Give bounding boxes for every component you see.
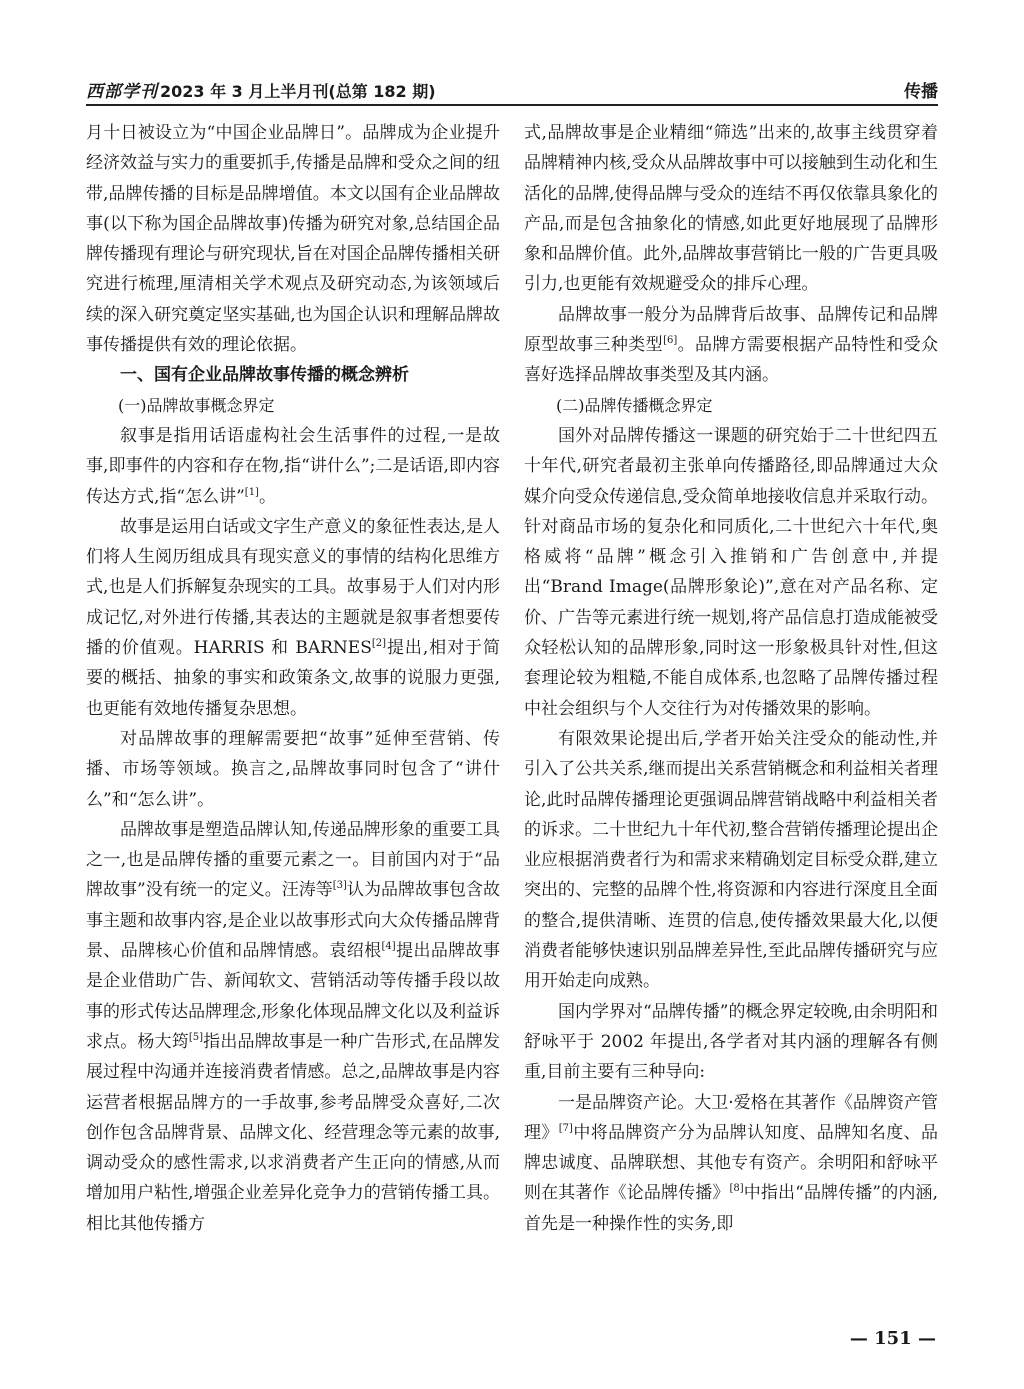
left-column <box>86 118 500 1239</box>
subsection-heading: (二)品牌传播概念界定 <box>556 395 713 415</box>
paragraph: 式,品牌故事是企业精细“筛选”出来的,故事主线贯穿着品牌精神内核,受众从品牌故事中可以接触到生动化和生活化的品牌,使得品牌与受众的连结不再仅依靠具象化的产品,而是包含抽象化的情感,如此更好地展现了品牌形象和品牌价值。此外,品牌故事营销比一般的广告更具吸引力,也更能有效规避受众的排斥心理。 <box>524 123 938 295</box>
page-number: — 151 — <box>849 1328 936 1349</box>
citation: [5] <box>188 1031 204 1043</box>
paragraph-text: 认为品牌故事包含故事主题和故事内容,是企业以故事形式向大众传播品牌背景、品牌核心价值和品牌情感。袁绍根 <box>86 880 500 962</box>
paragraph-text: 中将品牌资产分为品牌认知度、品牌知名度、品牌忠诚度、品牌联想、其他专有资产。余明阳和舒咏平则在其著作《论品牌传播》 <box>524 1122 939 1204</box>
citation: [7] <box>558 1122 573 1134</box>
paragraph: 有限效果论提出后,学者开始关注受众的能动性,并引入了公共关系,继而提出关系营销概念和利益相关者理论,此时品牌传播理论更强调品牌营销战略中利益相关者的诉求。二十世纪九十年代初,整合营销传播理论提出企业应根据消费者行为和需求来精确划定目标受众群,建立突出的、完整的品牌个性,将资源和内容进行深度且全面的整合,提供清晰、连贯的信息,使传播效果最大化,以便消费者能够快速识别品牌差异性,至此品牌传播研究与应用开始走向成熟。 <box>524 728 938 992</box>
paragraph-text: 一是品牌资产论。大卫·爱格在其著作《品牌资产管理》 <box>524 1092 938 1143</box>
paragraph <box>86 421 500 512</box>
paragraph-text: 。品牌方需要根据产品特性和受众喜好选择品牌故事类型及其内涵。 <box>524 335 939 386</box>
paragraph-text: 中指出“品牌传播”的内涵,首先是一种操作性的实务,即 <box>524 1183 939 1234</box>
header-left <box>86 77 436 102</box>
paragraph <box>524 1088 938 1239</box>
page-header <box>86 72 938 102</box>
paragraph-text: 叙事是指用话语虚构社会生活事件的过程,一是故事,即事件的内容和存在物,指“讲什么”;二是话语,即内容传达方式,指“怎么讲” <box>86 425 500 507</box>
paragraph-text: 故事是运用白话或文字生产意义的象征性表达,是人们将人生阅历组成具有现实意义的事情的结构化思维方式,也是人们拆解复杂现实的工具。故事易于人们对内形成记忆,对外进行传播,其表达的主题就是叙事者想要传播的价值观。HARRIS 和 BARNES <box>86 516 500 659</box>
right-column <box>524 118 938 1239</box>
paragraph-text: 提出,相对于简要的概括、抽象的事实和政策条文,故事的说服力更强,也更能有效地传播复杂思想。 <box>86 638 501 719</box>
citation: [3] <box>332 880 347 892</box>
citation: [8] <box>729 1183 744 1195</box>
paragraph: 国外对品牌传播这一课题的研究始于二十世纪四五十年代,研究者最初主张单向传播路径,即品牌通过大众媒介向受众传递信息,受众简单地接收信息并采取行动。针对商品市场的复杂化和同质化,二十世纪六十年代,奥格威将“品牌”概念引入推销和广告创意中,并提出“Brand Image(品牌形象论)”,意在对产品名称、定价、广告等元素进行统一规划,将产品信息打造成能被受众轻松认知的品牌形象,同时这一形象极具针对性,但这套理论较为粗糙,不能自成体系,也忽略了品牌传播过程中社会组织与个人交往行为对传播效果的影响。 <box>524 425 938 719</box>
journal-name: 西部学刊 <box>86 82 158 102</box>
issue-info: 2023 年 3 月上半月刊(总第 182 期) <box>160 82 436 101</box>
paragraph-text: 提出品牌故事是企业借助广告、新闻软文、营销活动等传播手段以故事的形式传达品牌理念,形象化体现品牌文化以及利益诉求点。杨大筠 <box>86 941 501 1052</box>
citation: [6] <box>663 335 678 347</box>
paragraph-text: 。 <box>258 486 276 507</box>
section-heading: 一、国有企业品牌故事传播的概念辨析 <box>120 365 409 386</box>
section-name: 传播 <box>904 82 938 102</box>
paragraph-text: 品牌故事一般分为品牌背后故事、品牌传记和品牌原型故事三种类型 <box>524 304 938 356</box>
citation: [4] <box>381 941 396 953</box>
paragraph: 月十日被设立为“中国企业品牌日”。品牌成为企业提升经济效益与实力的重要抓手,传播是品牌和受众之间的纽带,品牌传播的目标是品牌增值。本文以国有企业品牌故事(以下称为国企品牌故事)传播为研究对象,总结国企品牌传播现有理论与研究现状,旨在对国企品牌传播相关研究进行梳理,厘清相关学术观点及研究动态,为该领域后续的深入研究奠定坚实基础,也为国企认识和理解品牌故事传播提供有效的理论依据。 <box>86 123 500 356</box>
citation: [2] <box>371 638 387 650</box>
paragraph <box>86 512 500 724</box>
paragraph-text: 品牌故事是塑造品牌认知,传递品牌形象的重要工具之一,也是品牌传播的重要元素之一。目前国内对于“品牌故事”没有统一的定义。汪涛等 <box>86 819 500 901</box>
paragraph-text: 指出品牌故事是一种广告形式,在品牌发展过程中沟通并连接消费者情感。总之,品牌故事是内容运营者根据品牌方的一手故事,参考品牌受众喜好,二次创作包含品牌背景、品牌文化、经营理念等元素的故事,调动受众的感性需求,以求消费者产生正向的情感,从而增加用户粘性,增强企业差异化竞争力的营销传播工具。相比其他传播方 <box>86 1031 501 1234</box>
paragraph: 国内学界对“品牌传播”的概念界定较晚,由余明阳和舒咏平于 2002 年提出,各学者对其内涵的理解各有侧重,目前主要有三种导向: <box>524 1001 938 1083</box>
citation: [1] <box>244 486 259 498</box>
subsection-heading: (一)品牌故事概念界定 <box>118 395 275 415</box>
paragraph <box>524 300 938 391</box>
header-rule <box>86 104 938 106</box>
paragraph <box>86 815 500 1239</box>
paragraph: 对品牌故事的理解需要把“故事”延伸至营销、传播、市场等领域。换言之,品牌故事同时包含了“讲什么”和“怎么讲”。 <box>86 728 500 810</box>
